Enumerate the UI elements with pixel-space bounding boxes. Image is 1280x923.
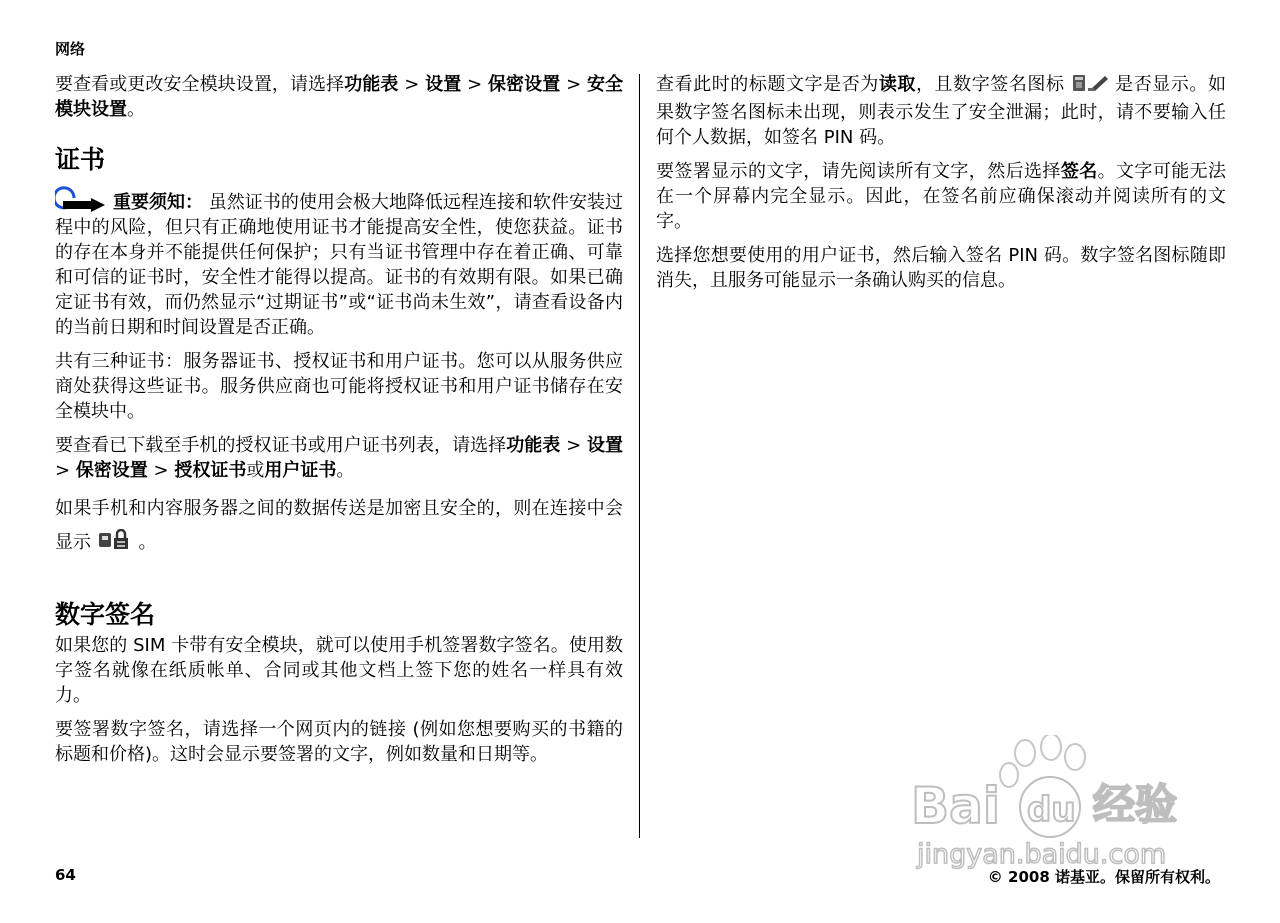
page-number: 64 xyxy=(55,866,76,884)
watermark-suffix: 经验 xyxy=(1093,780,1178,829)
sign-text-paragraph: 要签署显示的文字，请先阅读所有文字，然后选择签名。文字可能无法在一个屏幕内完全显示。因此，在签名前应确保滚动并阅读所有的文字。 xyxy=(656,161,1227,232)
check-title-paragraph: 查看此时的标题文字是否为读取，且数字签名图标 是否显示。如果数字签名图标未出现，则表示发生了安全泄漏；此时，请不要输入任何个人数据，如签名 PIN 码。 xyxy=(656,74,1226,148)
menu-path-item: 功能表 xyxy=(344,74,399,95)
section-header: 网络 xyxy=(55,40,86,58)
menu-path-item: 设置 xyxy=(586,435,624,456)
select-certificate-paragraph: 选择您想要使用的用户证书，然后输入签名 PIN 码。数字签名图标随即消失，且服务可能显示一条确认购买的信息。 xyxy=(656,245,1226,291)
menu-path-item: 用户证书 xyxy=(264,460,337,481)
sign-instructions-paragraph: 要签署数字签名，请选择一个网页内的链接 (例如您想要购买的书籍的标题和价格)。这时会显示要签署的文字，例如数量和日期等。 xyxy=(55,719,623,765)
menu-path-item: 设置 xyxy=(425,74,462,95)
left-column xyxy=(55,72,623,776)
right-column xyxy=(656,72,1226,302)
watermark-url: jingyan.baidu.com xyxy=(917,839,1167,870)
security-module-paragraph: 要查看或更改安全模块设置，请选择功能表 > 设置 > 保密设置 > 安全模块设置。 xyxy=(55,74,624,120)
certificates-heading: 证书 xyxy=(55,145,106,174)
view-certificates-paragraph: 要查看已下载至手机的授权证书或用户证书列表，请选择功能表 > 设置 > 保密设置 > 授权证书或用户证书。 xyxy=(55,435,624,481)
secure-connection-paragraph: 如果手机和内容服务器之间的数据传送是加密且安全的，则在连接中会显示 。 xyxy=(55,492,623,563)
hand-pointer-icon xyxy=(55,184,113,214)
signature-icon xyxy=(1071,73,1109,100)
read-label: 读取 xyxy=(878,74,916,95)
notice-text: 虽然证书的使用会极大地降低远程连接和软件安装过程中的风险，但只有正确地使用证书才能提高安全性，使您获益。证书的存在本身并不能提供任何保护；只有当证书管理中存在着正确、可靠和可信的证书时，安全性才能得以提高。证书的有效期有限。如果已确定证书有效，而仍然显示“过期证书”或“证书尚未生效”，请查看设备内的当前日期和时间设置是否正确。 xyxy=(55,192,623,338)
important-notice xyxy=(55,184,623,340)
certificate-types-paragraph: 共有三种证书：服务器证书、授权证书和用户证书。您可以从服务供应商处获得这些证书。服务供应商也可能将授权证书和用户证书储存在安全模块中。 xyxy=(55,351,623,422)
menu-path-item: 功能表 xyxy=(506,435,561,456)
copyright-notice: © 2008 诺基亚。保留所有权利。 xyxy=(987,868,1220,886)
menu-path-item: 保密设置 xyxy=(75,460,148,481)
digital-signature-heading: 数字签名 xyxy=(55,600,156,629)
menu-path-item: 保密设置 xyxy=(487,74,561,95)
sign-label: 签名 xyxy=(1060,161,1098,182)
lock-connection-icon xyxy=(97,529,133,563)
notice-label: 重要须知： xyxy=(113,192,204,213)
watermark-brand-du: du xyxy=(1027,790,1076,830)
baidu-watermark xyxy=(905,735,1205,875)
menu-path-item: 安全模块设置 xyxy=(55,74,624,120)
menu-path-item: 授权证书 xyxy=(174,460,247,481)
column-divider xyxy=(639,74,640,838)
sim-security-paragraph: 如果您的 SIM 卡带有安全模块，就可以使用手机签署数字签名。使用数字签名就像在纸质帐单、合同或其他文档上签下您的姓名一样具有效力。 xyxy=(55,635,623,706)
watermark-brand: Bai xyxy=(911,777,1000,835)
